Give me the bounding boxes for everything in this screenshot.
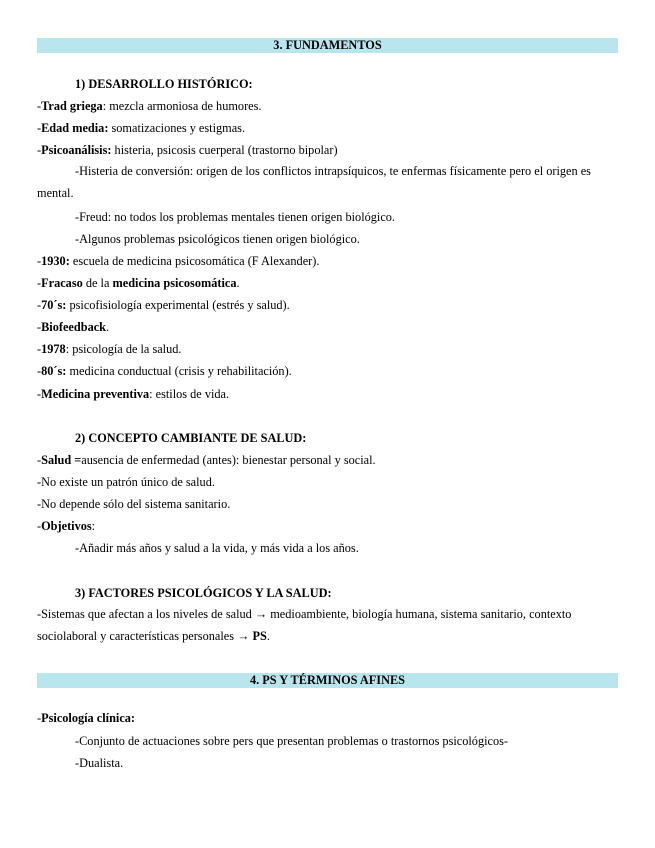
section-band-ps-terminos xyxy=(37,673,618,688)
text-line: -Freud: no todos los problemas mentales tienen origen biológico. xyxy=(75,210,396,224)
text-paragraph: -Histeria de conversión: origen de los conflictos intrapsíquicos, te enfermas físicamente pero el origen es mental. xyxy=(37,164,591,201)
section-band-fundamentos xyxy=(37,38,618,53)
text-line: -Edad media: somatizaciones y estigmas. xyxy=(37,121,246,135)
text-line: -Dualista. xyxy=(75,756,124,770)
text-line: -Psicoanálisis: histeria, psicosis cuerperal (trastorno bipolar) xyxy=(37,143,338,157)
text-line: -Salud =ausencia de enfermedad (antes): bienestar personal y social. xyxy=(37,453,376,467)
text-line: -Medicina preventiva: estilos de vida. xyxy=(37,387,230,401)
text-line: -Algunos problemas psicológicos tienen origen biológico. xyxy=(75,232,360,246)
text-line: -Conjunto de actuaciones sobre pers que presentan problemas o trastornos psicológicos- xyxy=(75,734,509,748)
text-line: -Psicología clínica: xyxy=(37,711,136,725)
text-line: -No existe un patrón único de salud. xyxy=(37,475,215,489)
text-line: -70´s: psicofisiología experimental (estrés y salud). xyxy=(37,298,290,312)
text-line: -1930: escuela de medicina psicosomática (F Alexander). xyxy=(37,254,320,268)
subheading-desarrollo: 1) DESARROLLO HISTÓRICO: xyxy=(75,77,253,91)
text-paragraph: -Sistemas que afectan a los niveles de salud → medioambiente, biología humana, sistema sanitario, contexto sociolaboral y características personales → PS. xyxy=(37,607,572,644)
section-title: 3. FUNDAMENTOS xyxy=(273,38,382,52)
text-line: -Biofeedback. xyxy=(37,320,110,334)
subheading-factores: 3) FACTORES PSICOLÓGICOS Y LA SALUD: xyxy=(75,586,332,600)
text-line: -No depende sólo del sistema sanitario. xyxy=(37,497,231,511)
text-line: -1978: psicología de la salud. xyxy=(37,342,182,356)
text-line: -Trad griega: mezcla armoniosa de humores. xyxy=(37,99,262,113)
text-line: -80´s: medicina conductual (crisis y rehabilitación). xyxy=(37,364,292,378)
text-line: -Fracaso de la medicina psicosomática. xyxy=(37,276,240,290)
subheading-concepto: 2) CONCEPTO CAMBIANTE DE SALUD: xyxy=(75,431,307,445)
section-title: 4. PS Y TÉRMINOS AFINES xyxy=(250,673,405,687)
text-line: -Añadir más años y salud a la vida, y más vida a los años. xyxy=(75,541,359,555)
text-line: -Objetivos: xyxy=(37,519,96,533)
